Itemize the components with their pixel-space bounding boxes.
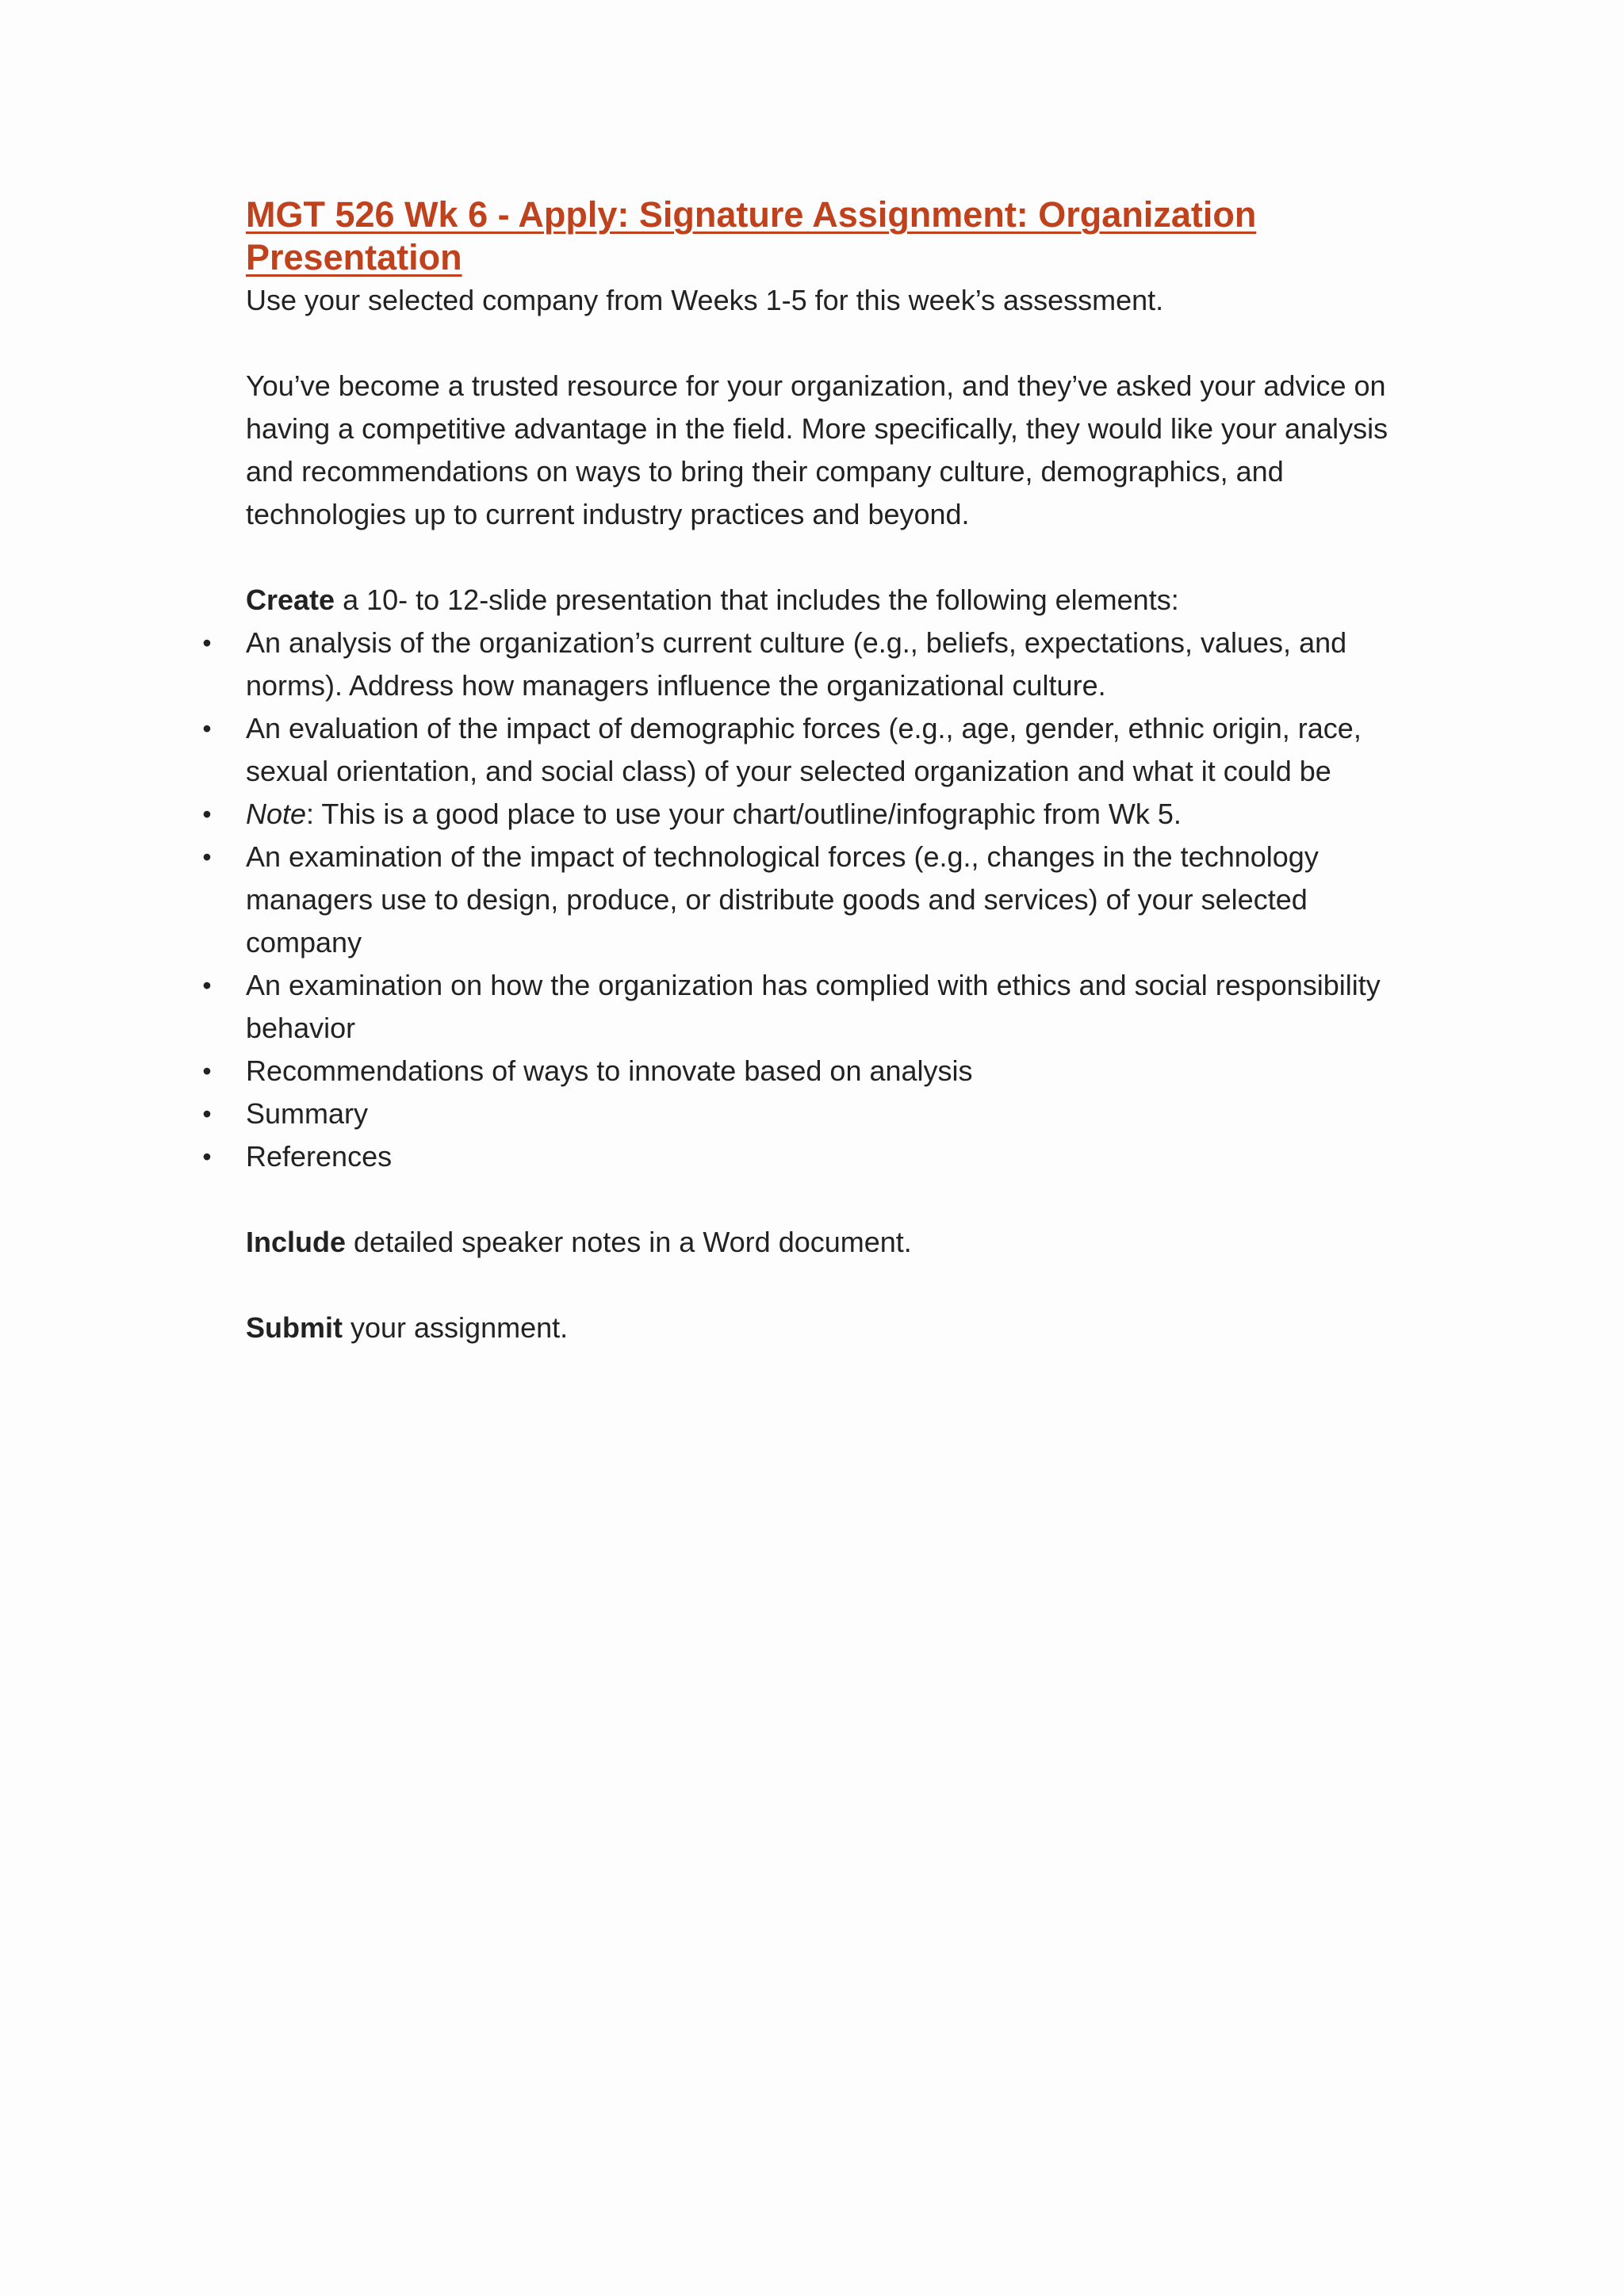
assignment-title-line1: MGT 526 Wk 6 - Apply: Signature Assignment: Organization — [246, 194, 1257, 235]
spacer — [246, 1264, 1404, 1307]
bullet-icon: • — [202, 800, 212, 828]
list-item — [202, 1050, 1404, 1093]
spacer — [246, 536, 1404, 579]
create-text: a 10- to 12-slide presentation that includes the following elements: — [335, 584, 1179, 616]
include-instruction — [246, 1221, 1404, 1264]
intro-text: Use your selected company from Weeks 1-5 for this week’s assessment. — [246, 284, 1164, 316]
submit-instruction — [246, 1307, 1404, 1349]
list-item-text: An examination on how the organization has complied with ethics and social responsibility behavior — [246, 969, 1381, 1044]
submit-keyword: Submit — [246, 1311, 343, 1344]
document-content — [202, 193, 1404, 1349]
list-item — [202, 622, 1404, 707]
create-instruction — [246, 579, 1404, 622]
bullet-icon: • — [202, 1057, 212, 1085]
bullet-icon: • — [202, 971, 212, 1000]
assignment-title-line2: Presentation — [246, 237, 462, 277]
context-paragraph: You’ve become a trusted resource for your organization, and they’ve asked your advice on having a competitive advantage in the field. More specifically, they would like your analysis and recommendations on ways to bring their company culture, demographics, and technologies up to current industry practices and beyond. — [246, 369, 1388, 530]
list-item-text: An evaluation of the impact of demographic forces (e.g., age, gender, ethnic origin, race, sexual orientation, and social class) of your selected organization and what it could be — [246, 712, 1362, 787]
list-item — [202, 793, 1404, 836]
include-keyword: Include — [246, 1226, 347, 1258]
list-item — [202, 1135, 1404, 1178]
spacer — [246, 322, 1404, 365]
note-label: Note — [246, 798, 307, 830]
list-item — [202, 836, 1404, 964]
bullet-icon: • — [202, 714, 212, 743]
bullet-icon: • — [202, 629, 212, 657]
bullet-icon: • — [202, 1142, 212, 1171]
create-keyword: Create — [246, 584, 335, 616]
submit-text: your assignment. — [343, 1311, 569, 1344]
list-item — [202, 1093, 1404, 1135]
list-item-text: References — [246, 1140, 393, 1173]
list-item-text: An analysis of the organization’s current culture (e.g., beliefs, expectations, values, and norms). Address how managers influence the organizational culture. — [246, 626, 1347, 702]
include-text: detailed speaker notes in a Word document. — [346, 1226, 912, 1258]
list-item — [202, 964, 1404, 1050]
note-text: : This is a good place to use your chart/outline/infographic from Wk 5. — [306, 798, 1182, 830]
requirements-list — [202, 622, 1404, 1178]
bullet-icon: • — [202, 1100, 212, 1128]
list-item-text: Summary — [246, 1097, 369, 1130]
list-item-text: An examination of the impact of technological forces (e.g., changes in the technology managers use to design, produce, or distribute goods and services) of your selected company — [246, 840, 1319, 959]
list-item — [202, 707, 1404, 793]
bullet-icon: • — [202, 843, 212, 871]
list-item-text: Recommendations of ways to innovate based on analysis — [246, 1054, 973, 1087]
assignment-title — [246, 193, 1404, 279]
spacer — [246, 1178, 1404, 1221]
